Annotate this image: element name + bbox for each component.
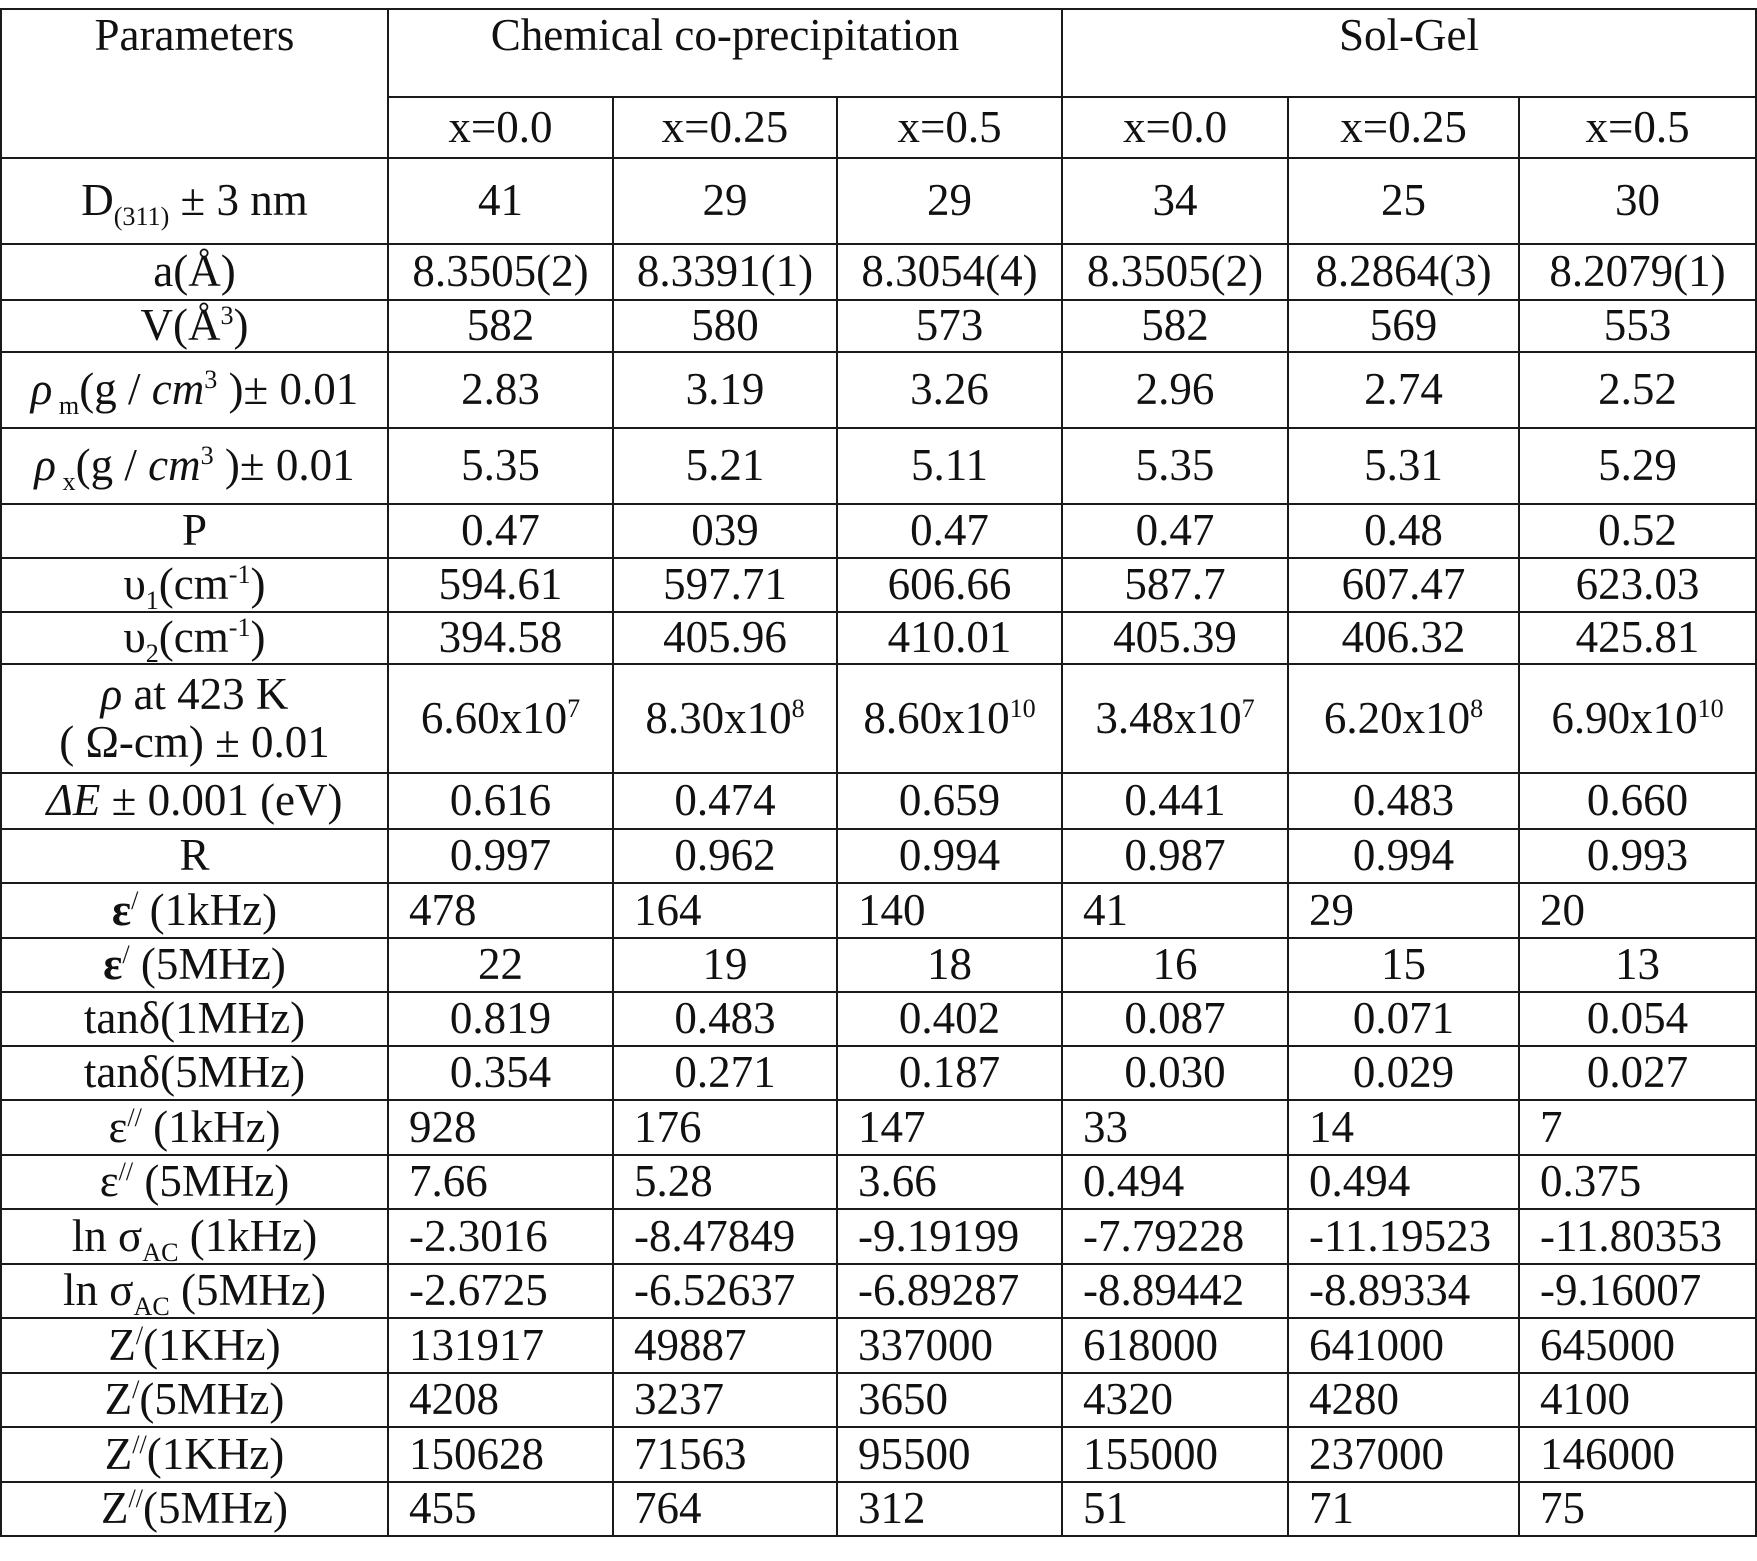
cell: -11.19523	[1288, 1209, 1519, 1264]
row-label-eps-real-1khz: ε/ (1kHz)	[1, 883, 388, 938]
cell: 164	[613, 883, 837, 938]
cell: 2.74	[1288, 352, 1519, 428]
composition-header: x=0.25	[613, 97, 837, 158]
table-row	[1, 992, 1756, 1046]
cell: 645000	[1519, 1318, 1756, 1373]
cell: -8.47849	[613, 1209, 837, 1264]
cell: 0.402	[837, 992, 1062, 1046]
cell: 0.027	[1519, 1046, 1756, 1100]
cell: 33	[1062, 1100, 1288, 1155]
row-label-lattice-constant: a(Å)	[1, 244, 388, 300]
table-row	[1, 938, 1756, 992]
cell: 594.61	[388, 558, 613, 612]
cell: 425.81	[1519, 612, 1756, 664]
cell: 20	[1519, 883, 1756, 938]
cell: 3650	[837, 1373, 1062, 1427]
cell: $6.90x10^{10}$	[1519, 664, 1756, 773]
data-table-container	[0, 8, 1757, 1537]
table-row	[1, 664, 1756, 773]
row-label-ln-sigma-5mhz: $\ln \sigma_{AC}$ (5MHz)	[1, 1264, 388, 1318]
cell: 29	[613, 158, 837, 244]
cell: 237000	[1288, 1427, 1519, 1482]
cell: 3.66	[837, 1155, 1062, 1209]
table-row	[1, 504, 1756, 558]
cell: 0.087	[1062, 992, 1288, 1046]
cell: 928	[388, 1100, 613, 1155]
row-label-eps-real-5mhz: ε/ (5MHz)	[1, 938, 388, 992]
cell: 405.39	[1062, 612, 1288, 664]
cell: 0.187	[837, 1046, 1062, 1100]
table-row	[1, 883, 1756, 938]
cell: 4280	[1288, 1373, 1519, 1427]
cell: 5.11	[837, 428, 1062, 504]
cell: 147	[837, 1100, 1062, 1155]
table-row	[1, 1482, 1756, 1536]
table-row	[1, 1155, 1756, 1209]
cell: 0.47	[388, 504, 613, 558]
cell: 0.494	[1062, 1155, 1288, 1209]
row-label-activation-energy: ΔE ± 0.001 (eV)	[1, 773, 388, 829]
cell: 455	[388, 1482, 613, 1536]
cell: 8.3505(2)	[388, 244, 613, 300]
cell: $8.60x10^{10}$	[837, 664, 1062, 773]
row-label-tan-1mhz: tanδ(1MHz)	[1, 992, 388, 1046]
cell: 0.819	[388, 992, 613, 1046]
cell: 0.029	[1288, 1046, 1519, 1100]
cell: 0.375	[1519, 1155, 1756, 1209]
cell: 146000	[1519, 1427, 1756, 1482]
row-label-band-v1: $\upsilon_1(cm^{-1})$	[1, 558, 388, 612]
table-row	[1, 773, 1756, 829]
cell: 553	[1519, 300, 1756, 352]
cell: 16	[1062, 938, 1288, 992]
cell: 582	[388, 300, 613, 352]
cell: 71563	[613, 1427, 837, 1482]
cell: 0.994	[837, 829, 1062, 883]
cell: 618000	[1062, 1318, 1288, 1373]
cell: -11.80353	[1519, 1209, 1756, 1264]
cell: 623.03	[1519, 558, 1756, 612]
cell: 0.47	[1062, 504, 1288, 558]
cell: 0.271	[613, 1046, 837, 1100]
cell: -7.79228	[1062, 1209, 1288, 1264]
cell: 34	[1062, 158, 1288, 244]
table-row	[1, 829, 1756, 883]
row-label-r: R	[1, 829, 388, 883]
cell: 0.441	[1062, 773, 1288, 829]
cell: -9.16007	[1519, 1264, 1756, 1318]
cell: $8.30x10^8$	[613, 664, 837, 773]
cell: $6.60x10^7$	[388, 664, 613, 773]
cell: 3.19	[613, 352, 837, 428]
cell: 7	[1519, 1100, 1756, 1155]
cell: 5.29	[1519, 428, 1756, 504]
table-row	[1, 1209, 1756, 1264]
cell: 573	[837, 300, 1062, 352]
cell: 15	[1288, 938, 1519, 992]
cell: 4100	[1519, 1373, 1756, 1427]
table-row	[1, 352, 1756, 428]
cell: 2.96	[1062, 352, 1288, 428]
cell: -2.6725	[388, 1264, 613, 1318]
cell: 0.483	[613, 992, 837, 1046]
cell: 0.494	[1288, 1155, 1519, 1209]
cell: -6.89287	[837, 1264, 1062, 1318]
cell: 478	[388, 883, 613, 938]
cell: 5.35	[1062, 428, 1288, 504]
cell: 18	[837, 938, 1062, 992]
table-row	[1, 428, 1756, 504]
row-label-eps-imag-1khz: ε// (1kHz)	[1, 1100, 388, 1155]
table-row	[1, 1100, 1756, 1155]
cell: -8.89334	[1288, 1264, 1519, 1318]
row-label-band-v2: $\upsilon_2(cm^{-1})$	[1, 612, 388, 664]
cell: 4320	[1062, 1373, 1288, 1427]
cell: 41	[388, 158, 613, 244]
cell: 75	[1519, 1482, 1756, 1536]
parameters-header: Parameters	[1, 9, 388, 158]
cell: 19	[613, 938, 837, 992]
cell: 606.66	[837, 558, 1062, 612]
cell: 8.3505(2)	[1062, 244, 1288, 300]
cell: -6.52637	[613, 1264, 837, 1318]
cell: 039	[613, 504, 837, 558]
cell: 8.2864(3)	[1288, 244, 1519, 300]
cell: 607.47	[1288, 558, 1519, 612]
table-row	[1, 300, 1756, 352]
cell: 0.659	[837, 773, 1062, 829]
cell: 49887	[613, 1318, 837, 1373]
cell: 0.52	[1519, 504, 1756, 558]
cell: 8.3391(1)	[613, 244, 837, 300]
cell: 5.31	[1288, 428, 1519, 504]
cell: 394.58	[388, 612, 613, 664]
cell: 582	[1062, 300, 1288, 352]
table-row	[1, 1427, 1756, 1482]
header-row-groups	[1, 9, 1756, 97]
cell: $3.48x10^7$	[1062, 664, 1288, 773]
cell: 0.993	[1519, 829, 1756, 883]
cell: 131917	[388, 1318, 613, 1373]
table-row	[1, 158, 1756, 244]
cell: 22	[388, 938, 613, 992]
table-row	[1, 1373, 1756, 1427]
cell: 5.35	[388, 428, 613, 504]
cell: 140	[837, 883, 1062, 938]
cell: 71	[1288, 1482, 1519, 1536]
cell: 337000	[837, 1318, 1062, 1373]
cell: 155000	[1062, 1427, 1288, 1482]
row-label-measured-density: ρ $_m(g / cm^3$ )± 0.01	[1, 352, 388, 428]
row-label-crystallite-size: $D_{(311)} \pm 3$ nm	[1, 158, 388, 244]
cell: 597.71	[613, 558, 837, 612]
cell: 580	[613, 300, 837, 352]
composition-header: x=0.5	[837, 97, 1062, 158]
table-row	[1, 244, 1756, 300]
row-label-xray-density: ρ $_x(g / cm^3$ )± 0.01	[1, 428, 388, 504]
cell: 7.66	[388, 1155, 613, 1209]
cell: 95500	[837, 1427, 1062, 1482]
cell: 13	[1519, 938, 1756, 992]
cell: -2.3016	[388, 1209, 613, 1264]
cell: 150628	[388, 1427, 613, 1482]
group-header-solgel: Sol-Gel	[1062, 9, 1756, 97]
cell: 641000	[1288, 1318, 1519, 1373]
cell: 0.987	[1062, 829, 1288, 883]
cell: 410.01	[837, 612, 1062, 664]
cell: 29	[1288, 883, 1519, 938]
cell: 29	[837, 158, 1062, 244]
cell: $6.20x10^8$	[1288, 664, 1519, 773]
cell: -8.89442	[1062, 1264, 1288, 1318]
row-label-ln-sigma-1khz: $\ln \sigma_{AC}$ (1kHz)	[1, 1209, 388, 1264]
composition-header: x=0.0	[388, 97, 613, 158]
cell: 0.030	[1062, 1046, 1288, 1100]
cell: 41	[1062, 883, 1288, 938]
row-label-eps-imag-5mhz: ε// (5MHz)	[1, 1155, 388, 1209]
cell: 0.47	[837, 504, 1062, 558]
cell: 2.52	[1519, 352, 1756, 428]
cell: 764	[613, 1482, 837, 1536]
cell: 25	[1288, 158, 1519, 244]
table-row	[1, 1046, 1756, 1100]
cell: 0.994	[1288, 829, 1519, 883]
cell: 2.83	[388, 352, 613, 428]
row-label-resistivity: ρ at 423 K ( Ω-cm) ± 0.01	[1, 664, 388, 773]
cell: 0.660	[1519, 773, 1756, 829]
composition-header: x=0.5	[1519, 97, 1756, 158]
cell: 0.997	[388, 829, 613, 883]
cell: 0.616	[388, 773, 613, 829]
table-row	[1, 1318, 1756, 1373]
row-label-cell-volume: $V(Å^3)$	[1, 300, 388, 352]
composition-header: x=0.0	[1062, 97, 1288, 158]
cell: 405.96	[613, 612, 837, 664]
cell: 0.054	[1519, 992, 1756, 1046]
cell: 5.21	[613, 428, 837, 504]
cell: 312	[837, 1482, 1062, 1536]
cell: 8.2079(1)	[1519, 244, 1756, 300]
cell: 0.071	[1288, 992, 1519, 1046]
parameters-table	[0, 8, 1757, 1537]
cell: 406.32	[1288, 612, 1519, 664]
cell: 30	[1519, 158, 1756, 244]
cell: 4208	[388, 1373, 613, 1427]
cell: 0.962	[613, 829, 837, 883]
cell: 0.474	[613, 773, 837, 829]
table-row	[1, 612, 1756, 664]
cell: 176	[613, 1100, 837, 1155]
row-label-z-imag-5mhz: Z//(5MHz)	[1, 1482, 388, 1536]
row-label-z-real-5mhz: Z/(5MHz)	[1, 1373, 388, 1427]
composition-header: x=0.25	[1288, 97, 1519, 158]
cell: 569	[1288, 300, 1519, 352]
cell: 8.3054(4)	[837, 244, 1062, 300]
cell: 5.28	[613, 1155, 837, 1209]
cell: 51	[1062, 1482, 1288, 1536]
cell: 0.48	[1288, 504, 1519, 558]
row-label-porosity: P	[1, 504, 388, 558]
cell: 587.7	[1062, 558, 1288, 612]
group-header-chemical: Chemical co-precipitation	[388, 9, 1062, 97]
cell: 3.26	[837, 352, 1062, 428]
table-row	[1, 558, 1756, 612]
table-row	[1, 1264, 1756, 1318]
row-label-z-real-1khz: Z/(1KHz)	[1, 1318, 388, 1373]
cell: 3237	[613, 1373, 837, 1427]
cell: -9.19199	[837, 1209, 1062, 1264]
row-label-tan-5mhz: tanδ(5MHz)	[1, 1046, 388, 1100]
cell: 0.483	[1288, 773, 1519, 829]
cell: 0.354	[388, 1046, 613, 1100]
cell: 14	[1288, 1100, 1519, 1155]
row-label-z-imag-1khz: Z//(1KHz)	[1, 1427, 388, 1482]
